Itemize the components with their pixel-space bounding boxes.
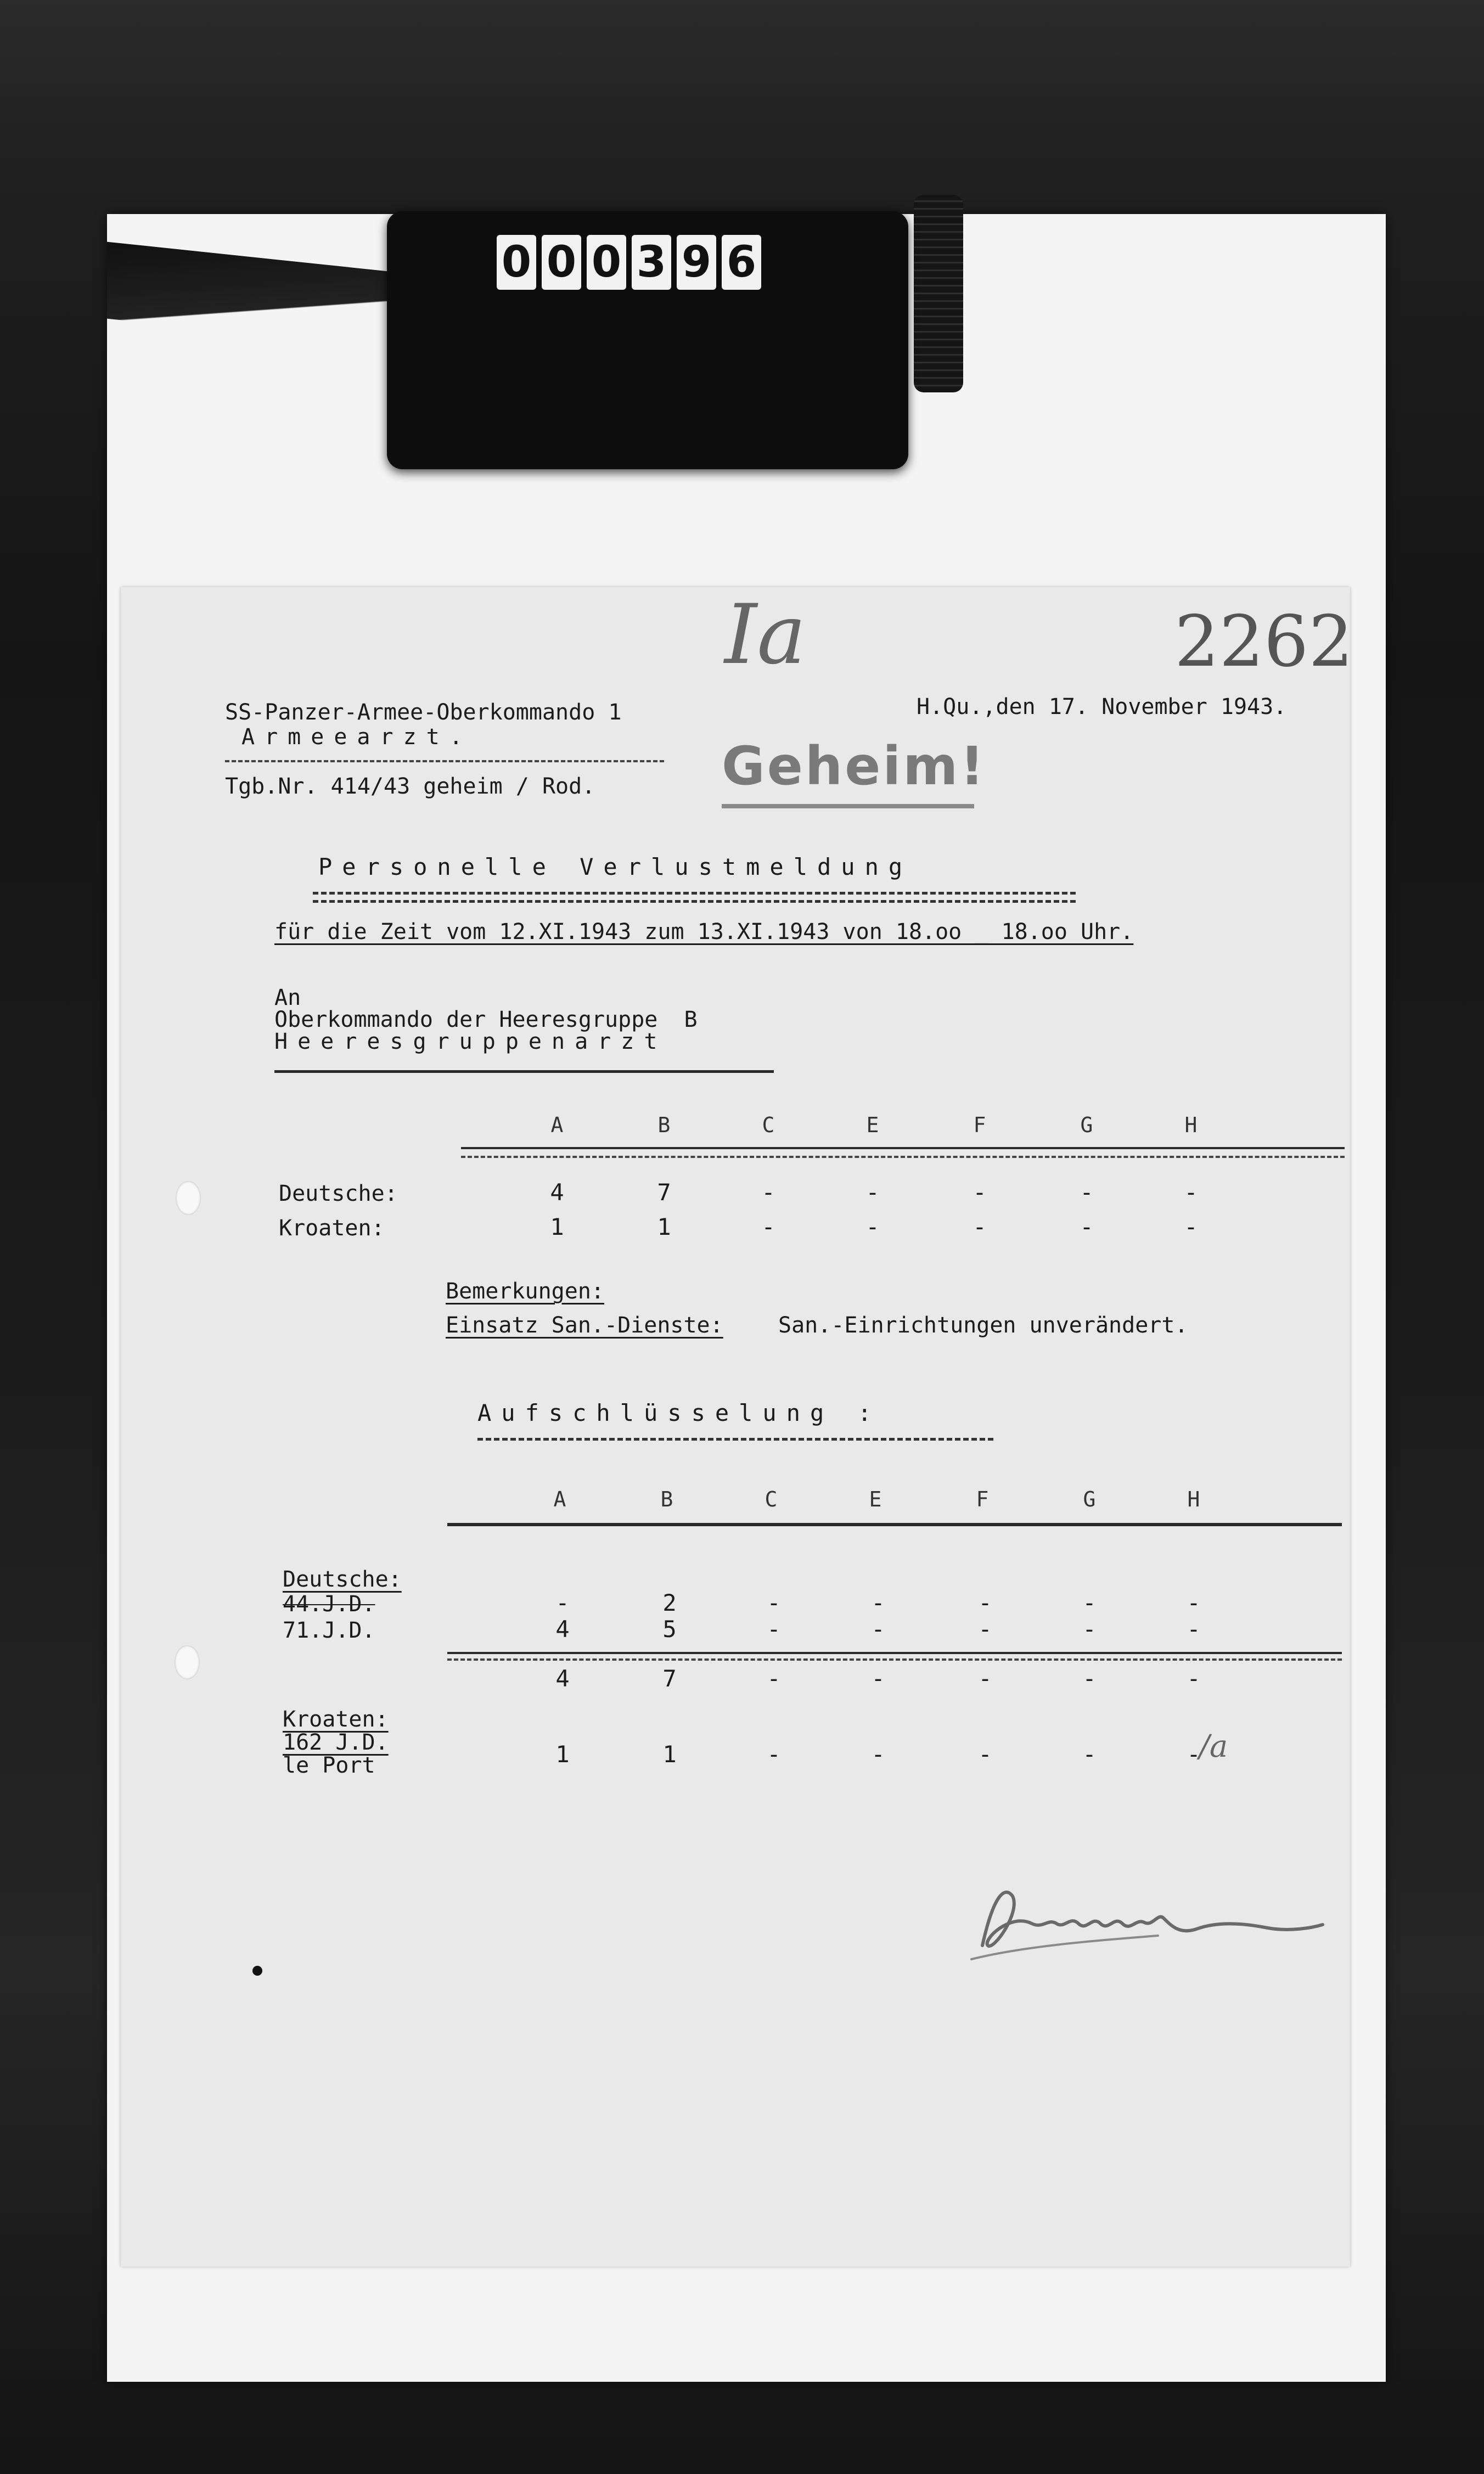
- recipient-command: Oberkommando der Heeresgruppe B: [274, 1007, 698, 1032]
- subtotal-rule: [447, 1652, 1342, 1654]
- table-cell: -: [761, 1213, 775, 1240]
- table-cell: 7: [657, 1179, 671, 1206]
- counter-digit: 0: [542, 235, 581, 290]
- subtotal-rule: [447, 1658, 1342, 1661]
- counter-digits: [497, 235, 761, 290]
- subtotal-cell: -: [767, 1665, 781, 1692]
- subtotal-cell: 4: [555, 1665, 570, 1692]
- counter-digit: 3: [632, 235, 671, 290]
- table-cell: -: [1184, 1213, 1198, 1240]
- document-title: Personelle Verlustmeldung: [318, 853, 913, 880]
- secret-stamp-underline: [722, 804, 974, 808]
- row-label: 71.J.D.: [283, 1618, 375, 1643]
- column-header: F: [976, 1487, 989, 1511]
- row-label: Deutsche:: [279, 1181, 398, 1206]
- counter-knob: [914, 195, 963, 392]
- report-period: für die Zeit vom 12.XI.1943 zum 13.XI.1943 von 18.oo _ 18.oo Uhr.: [274, 919, 1134, 944]
- remarks-label: Einsatz San.-Dienste:: [446, 1313, 723, 1338]
- place-date: H.Qu.,den 17. November 1943.: [917, 694, 1287, 719]
- archive-number-stamp: 2262: [1174, 601, 1353, 683]
- header-rule: [225, 760, 664, 762]
- row-label: 44.J.D.: [283, 1592, 375, 1617]
- secret-stamp: Geheim!: [722, 735, 987, 797]
- group-heading-deutsche: Deutsche:: [283, 1567, 402, 1592]
- table-cell: 1: [662, 1741, 677, 1768]
- column-header: A: [553, 1487, 566, 1511]
- table-cell: 1: [555, 1741, 570, 1768]
- table-cell: -: [871, 1616, 885, 1643]
- table-cell: 4: [555, 1616, 570, 1643]
- table-cell: -: [761, 1179, 775, 1206]
- counter-digit: 6: [722, 235, 761, 290]
- breakdown-title-rule: [477, 1438, 993, 1441]
- column-header: G: [1080, 1113, 1093, 1137]
- column-header: C: [765, 1487, 778, 1511]
- table-cell: -: [865, 1213, 880, 1240]
- table-cell: -: [1082, 1741, 1097, 1768]
- table-cell: -: [1080, 1213, 1094, 1240]
- table-cell: -: [767, 1616, 781, 1643]
- column-header: F: [973, 1113, 986, 1137]
- breakdown-title: Aufschlüsselung :: [477, 1399, 881, 1426]
- table-cell: -: [865, 1179, 880, 1206]
- column-header: E: [869, 1487, 882, 1511]
- column-header: G: [1083, 1487, 1096, 1511]
- column-header: E: [866, 1113, 879, 1137]
- table-cell: -: [1082, 1589, 1097, 1616]
- table-cell: -: [767, 1741, 781, 1768]
- row-label: Kroaten:: [279, 1216, 385, 1241]
- subtotal-cell: 7: [662, 1665, 677, 1692]
- column-header: B: [660, 1487, 673, 1511]
- table-rule: [447, 1523, 1342, 1526]
- table-cell: -: [1187, 1616, 1201, 1643]
- group-heading-kroaten: Kroaten:: [283, 1707, 389, 1732]
- ink-mark: [252, 1966, 262, 1976]
- subtotal-cell: -: [1082, 1665, 1097, 1692]
- counter-digit: 0: [587, 235, 626, 290]
- punch-hole: [175, 1645, 200, 1679]
- table-cell: -: [973, 1179, 987, 1206]
- handwritten-annotation: Ia: [724, 587, 806, 683]
- recipient-rule: [274, 1070, 774, 1073]
- table-cell: 5: [662, 1616, 677, 1643]
- table-cell: -: [978, 1741, 992, 1768]
- subtotal-cell: -: [978, 1665, 992, 1692]
- remarks-heading: Bemerkungen:: [446, 1279, 604, 1304]
- table-cell: -: [767, 1589, 781, 1616]
- column-header: H: [1184, 1113, 1198, 1137]
- row-label: le Port: [283, 1753, 375, 1778]
- table-cell: -: [1187, 1589, 1201, 1616]
- table-cell: 1: [550, 1213, 564, 1240]
- table-cell: -: [555, 1589, 570, 1616]
- table-rule: [461, 1156, 1345, 1158]
- table-cell: 4: [550, 1179, 564, 1206]
- column-header: H: [1187, 1487, 1200, 1511]
- table-cell: -: [1080, 1179, 1094, 1206]
- table-cell: -: [871, 1589, 885, 1616]
- column-header: C: [762, 1113, 775, 1137]
- counter-digit: 9: [677, 235, 716, 290]
- row-label: 162 J.D.: [283, 1730, 389, 1755]
- title-rule: [313, 900, 1076, 903]
- unit-name: SS-Panzer-Armee-Oberkommando 1: [225, 700, 622, 725]
- column-header: B: [657, 1113, 671, 1137]
- column-header: A: [550, 1113, 564, 1137]
- table-cell: -: [1082, 1616, 1097, 1643]
- punch-hole: [176, 1181, 201, 1215]
- signature: [960, 1863, 1334, 1973]
- table-cell: 2: [662, 1589, 677, 1616]
- unit-department: Armeearzt.: [241, 724, 473, 750]
- table-cell: -: [973, 1213, 987, 1240]
- table-cell: -: [871, 1741, 885, 1768]
- table-cell: 1: [657, 1213, 671, 1240]
- table-rule: [461, 1147, 1345, 1149]
- table-cell: -: [1187, 1741, 1201, 1768]
- remarks-text: San.-Einrichtungen unverändert.: [778, 1313, 1188, 1338]
- counter-digit: 0: [497, 235, 536, 290]
- subtotal-cell: -: [1187, 1665, 1201, 1692]
- recipient-office: Heeresgruppenarzt: [274, 1029, 667, 1054]
- subtotal-cell: -: [871, 1665, 885, 1692]
- table-cell: -: [978, 1616, 992, 1643]
- reference-number: Tgb.Nr. 414/43 geheim / Rod.: [225, 774, 595, 799]
- document-page: [121, 587, 1350, 2267]
- handwritten-note: /a: [1199, 1729, 1228, 1764]
- table-cell: -: [1184, 1179, 1198, 1206]
- title-rule: [313, 892, 1076, 895]
- recipient-an: An: [274, 985, 301, 1010]
- table-cell: -: [978, 1589, 992, 1616]
